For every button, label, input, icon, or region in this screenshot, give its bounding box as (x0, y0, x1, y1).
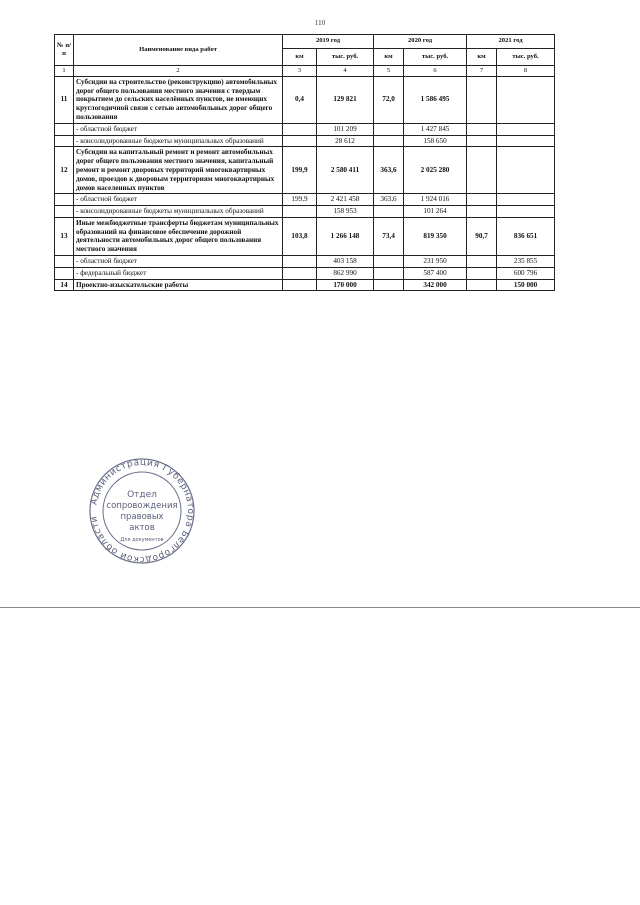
rub-cell: 2 580 411 (317, 147, 374, 194)
column-number: 5 (374, 66, 404, 77)
column-number: 3 (283, 66, 317, 77)
rub-cell: 1 586 495 (404, 76, 467, 123)
rub-cell (497, 206, 555, 218)
km-cell (374, 206, 404, 218)
stamp-ring-text: Администрация Губернатора Белгородской области (89, 457, 196, 565)
row-number (55, 206, 74, 218)
km-cell (467, 194, 497, 206)
table-row (55, 76, 555, 123)
km-cell (283, 279, 317, 291)
column-number: 6 (404, 66, 467, 77)
row-name: Проектно-изыскательские работы (74, 279, 283, 291)
row-name: - областной бюджет (74, 123, 283, 135)
rub-cell: 2 025 280 (404, 147, 467, 194)
header-name: Наименование вида работ (74, 35, 283, 66)
rub-cell (497, 147, 555, 194)
km-cell: 0,4 (283, 76, 317, 123)
header-rub-2020: тыс. руб. (404, 49, 467, 66)
rub-cell: 170 000 (317, 279, 374, 291)
row-name: - консолидированные бюджеты муниципальных образований (74, 135, 283, 147)
rub-cell: 235 855 (497, 255, 555, 267)
table-row (55, 255, 555, 267)
row-name: Иные межбюджетные трансферты бюджетам муниципальных образований на финансовое обеспечение дорожной деятельности автомобильных дорог общего пользования местного значения (74, 217, 283, 255)
rub-cell (497, 76, 555, 123)
stamp-line: Отдел (127, 490, 157, 500)
rub-cell: 1 427 845 (404, 123, 467, 135)
column-number: 1 (55, 66, 74, 77)
rub-cell: 819 350 (404, 217, 467, 255)
rub-cell: 342 000 (404, 279, 467, 291)
km-cell: 103,8 (283, 217, 317, 255)
km-cell (374, 267, 404, 279)
stamp-line: сопровождения (106, 501, 178, 511)
km-cell (283, 267, 317, 279)
column-number: 7 (467, 66, 497, 77)
rub-cell (497, 194, 555, 206)
km-cell: 90,7 (467, 217, 497, 255)
row-name: - областной бюджет (74, 255, 283, 267)
header-km-2019: км (283, 49, 317, 66)
km-cell (467, 147, 497, 194)
km-cell (374, 135, 404, 147)
rub-cell: 836 651 (497, 217, 555, 255)
column-number: 8 (497, 66, 555, 77)
rub-cell: 28 612 (317, 135, 374, 147)
header-rub-2021: тыс. руб. (497, 49, 555, 66)
official-stamp (88, 457, 196, 565)
table-row (55, 279, 555, 291)
km-cell: 72,0 (374, 76, 404, 123)
rub-cell: 1 924 016 (404, 194, 467, 206)
header-km-2020: км (374, 49, 404, 66)
km-cell (467, 123, 497, 135)
table-row (55, 135, 555, 147)
km-cell (467, 206, 497, 218)
rub-cell (497, 123, 555, 135)
rub-cell: 101 264 (404, 206, 467, 218)
bottom-divider (0, 607, 640, 608)
rub-cell: 129 821 (317, 76, 374, 123)
km-cell (283, 123, 317, 135)
km-cell (467, 267, 497, 279)
row-name: - консолидированные бюджеты муниципальных образований (74, 206, 283, 218)
km-cell: 199,9 (283, 147, 317, 194)
row-number (55, 194, 74, 206)
rub-cell: 1 266 148 (317, 217, 374, 255)
table-row (55, 217, 555, 255)
column-number: 2 (74, 66, 283, 77)
km-cell: 363,6 (374, 147, 404, 194)
row-number: 12 (55, 147, 74, 194)
km-cell (283, 135, 317, 147)
header-year-2019: 2019 год (283, 35, 374, 49)
rub-cell: 101 209 (317, 123, 374, 135)
header-year-2020: 2020 год (374, 35, 467, 49)
km-cell (467, 255, 497, 267)
row-name: Субсидии на капитальный ремонт и ремонт автомобильных дорог общего пользования местного значения, капитальный ремонт и ремонт дворовых территорий многоквартирных домов, проездов к дворовым территориям многоквартирных домов населенных пунктов (74, 147, 283, 194)
km-cell (374, 279, 404, 291)
stamp-bottom-text: Для документов (120, 537, 164, 543)
row-number (55, 255, 74, 267)
rub-cell: 158 650 (404, 135, 467, 147)
row-number (55, 267, 74, 279)
table-row (55, 206, 555, 218)
row-number (55, 123, 74, 135)
km-cell (467, 279, 497, 291)
km-cell: 363,6 (374, 194, 404, 206)
table-row (55, 267, 555, 279)
stamp-line: правовых (120, 512, 164, 522)
rub-cell: 862 990 (317, 267, 374, 279)
km-cell (467, 135, 497, 147)
table-row (55, 194, 555, 206)
row-number: 13 (55, 217, 74, 255)
rub-cell: 2 421 458 (317, 194, 374, 206)
row-number: 14 (55, 279, 74, 291)
header-num: № п/п (55, 35, 74, 66)
km-cell (374, 255, 404, 267)
header-year-2021: 2021 год (467, 35, 555, 49)
stamp-line: актов (129, 523, 155, 533)
row-number: 11 (55, 76, 74, 123)
km-cell (283, 206, 317, 218)
km-cell (467, 76, 497, 123)
rub-cell (497, 135, 555, 147)
km-cell: 199,9 (283, 194, 317, 206)
km-cell (374, 123, 404, 135)
row-name: Субсидии на строительство (реконструкцию) автомобильных дорог общего пользования местного значения с твердым покрытием до сельских населённых пунктов, не имеющих круглогодичной связи с сетью автомобильных дорог общего пользования (74, 76, 283, 123)
budget-table (54, 34, 555, 291)
header-rub-2019: тыс. руб. (317, 49, 374, 66)
km-cell: 73,4 (374, 217, 404, 255)
page-number: 110 (314, 19, 326, 27)
header-km-2021: км (467, 49, 497, 66)
column-number: 4 (317, 66, 374, 77)
table-row (55, 147, 555, 194)
rub-cell: 600 796 (497, 267, 555, 279)
rub-cell: 403 158 (317, 255, 374, 267)
km-cell (283, 255, 317, 267)
rub-cell: 150 000 (497, 279, 555, 291)
row-name: - областной бюджет (74, 194, 283, 206)
row-number (55, 135, 74, 147)
row-name: - федеральный бюджет (74, 267, 283, 279)
rub-cell: 158 953 (317, 206, 374, 218)
rub-cell: 587 400 (404, 267, 467, 279)
rub-cell: 231 950 (404, 255, 467, 267)
table-row (55, 123, 555, 135)
